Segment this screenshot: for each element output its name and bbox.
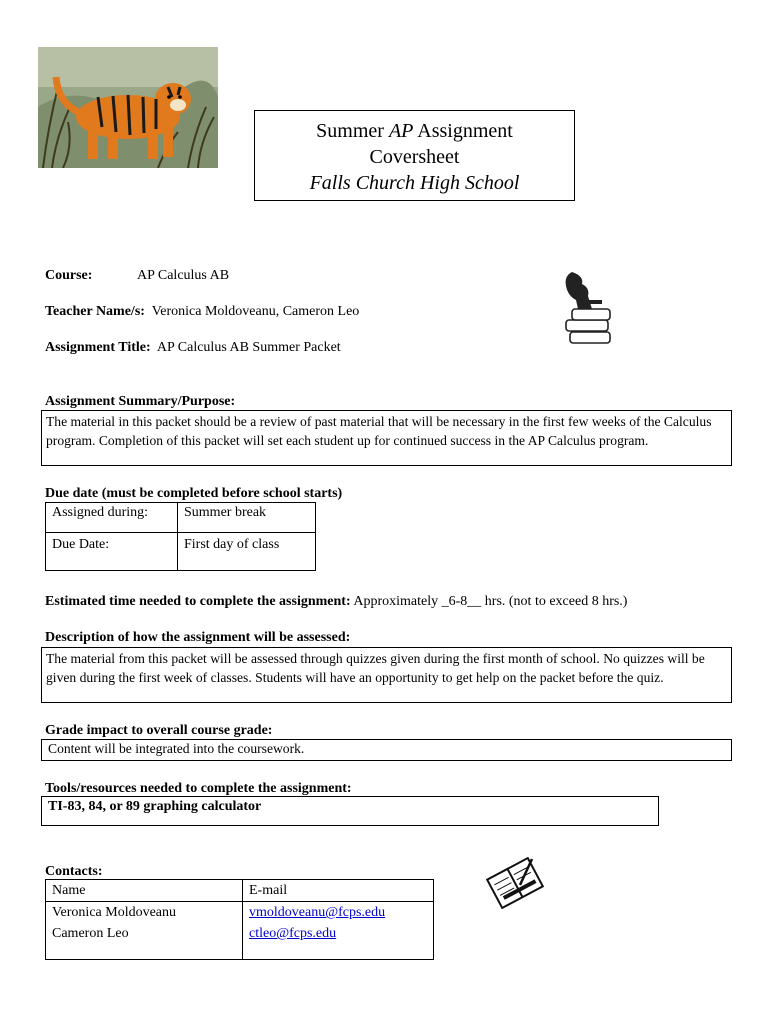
teacher-row bbox=[45, 304, 359, 320]
name-column-header: Name bbox=[46, 880, 243, 902]
title-line-2: Coversheet bbox=[369, 146, 460, 168]
due-date-label: Due Date: bbox=[46, 533, 178, 571]
title-line-1: Summer AP Assignment bbox=[316, 120, 513, 142]
estimate-label: Estimated time needed to complete the assignment: bbox=[45, 594, 351, 609]
contact-name: Cameron Leo bbox=[46, 923, 243, 960]
contact-email-link[interactable]: vmoldoveanu@fcps.edu bbox=[249, 905, 386, 920]
tools-heading: Tools/resources needed to complete the assignment: bbox=[45, 781, 352, 796]
contact-name: Veronica Moldoveanu bbox=[46, 902, 243, 924]
contacts-table bbox=[45, 879, 434, 960]
table-header-row bbox=[46, 880, 434, 902]
assigned-during-label: Assigned during: bbox=[46, 503, 178, 533]
summary-heading: Assignment Summary/Purpose: bbox=[45, 394, 236, 409]
contacts-heading: Contacts: bbox=[45, 864, 103, 879]
table-row bbox=[46, 902, 434, 924]
assignment-title-value: AP Calculus AB Summer Packet bbox=[156, 340, 341, 355]
due-date-table bbox=[45, 502, 316, 571]
email-column-header: E-mail bbox=[243, 880, 434, 902]
tools-box: TI-83, 84, or 89 graphing calculator bbox=[41, 796, 659, 826]
teacher-value: Veronica Moldoveanu, Cameron Leo bbox=[151, 304, 360, 319]
grade-impact-heading: Grade impact to overall course grade: bbox=[45, 723, 273, 738]
teacher-label: Teacher Name/s: bbox=[45, 304, 145, 319]
reader-on-books-icon bbox=[558, 270, 616, 346]
estimate-row bbox=[45, 594, 627, 610]
table-row bbox=[46, 533, 316, 571]
assignment-title-row bbox=[45, 340, 341, 356]
estimate-value: Approximately _6-8__ hrs. (not to exceed 8 hrs.) bbox=[353, 594, 628, 609]
course-value: AP Calculus AB bbox=[137, 268, 230, 283]
assignment-title-label: Assignment Title: bbox=[45, 340, 151, 355]
contact-email-link[interactable]: ctleo@fcps.edu bbox=[249, 926, 337, 941]
summary-box: The material in this packet should be a review of past material that will be necessary in the first few weeks of the Calculus program. Completion of this packet will set each student up for continued success in the AP Calculus program. bbox=[41, 410, 732, 466]
due-date-heading: Due date (must be completed before school starts) bbox=[45, 486, 343, 501]
table-row bbox=[46, 503, 316, 533]
title-box bbox=[254, 110, 575, 201]
assigned-during-value: Summer break bbox=[178, 503, 316, 533]
due-date-value: First day of class bbox=[178, 533, 316, 571]
course-label: Course: bbox=[45, 268, 93, 283]
tiger-clipart-icon bbox=[38, 47, 218, 168]
grade-impact-box: Content will be integrated into the coursework. bbox=[41, 739, 732, 761]
school-name: Falls Church High School bbox=[309, 172, 520, 194]
assessment-box: The material from this packet will be assessed through quizzes given during the first month of school. No quizzes will be given during the first week of classes. Students will have an opportunity to get help on the packet before the quiz. bbox=[41, 647, 732, 703]
table-row bbox=[46, 923, 434, 960]
notebook-pencil-icon bbox=[484, 855, 546, 911]
assessment-heading: Description of how the assignment will be assessed: bbox=[45, 630, 351, 645]
